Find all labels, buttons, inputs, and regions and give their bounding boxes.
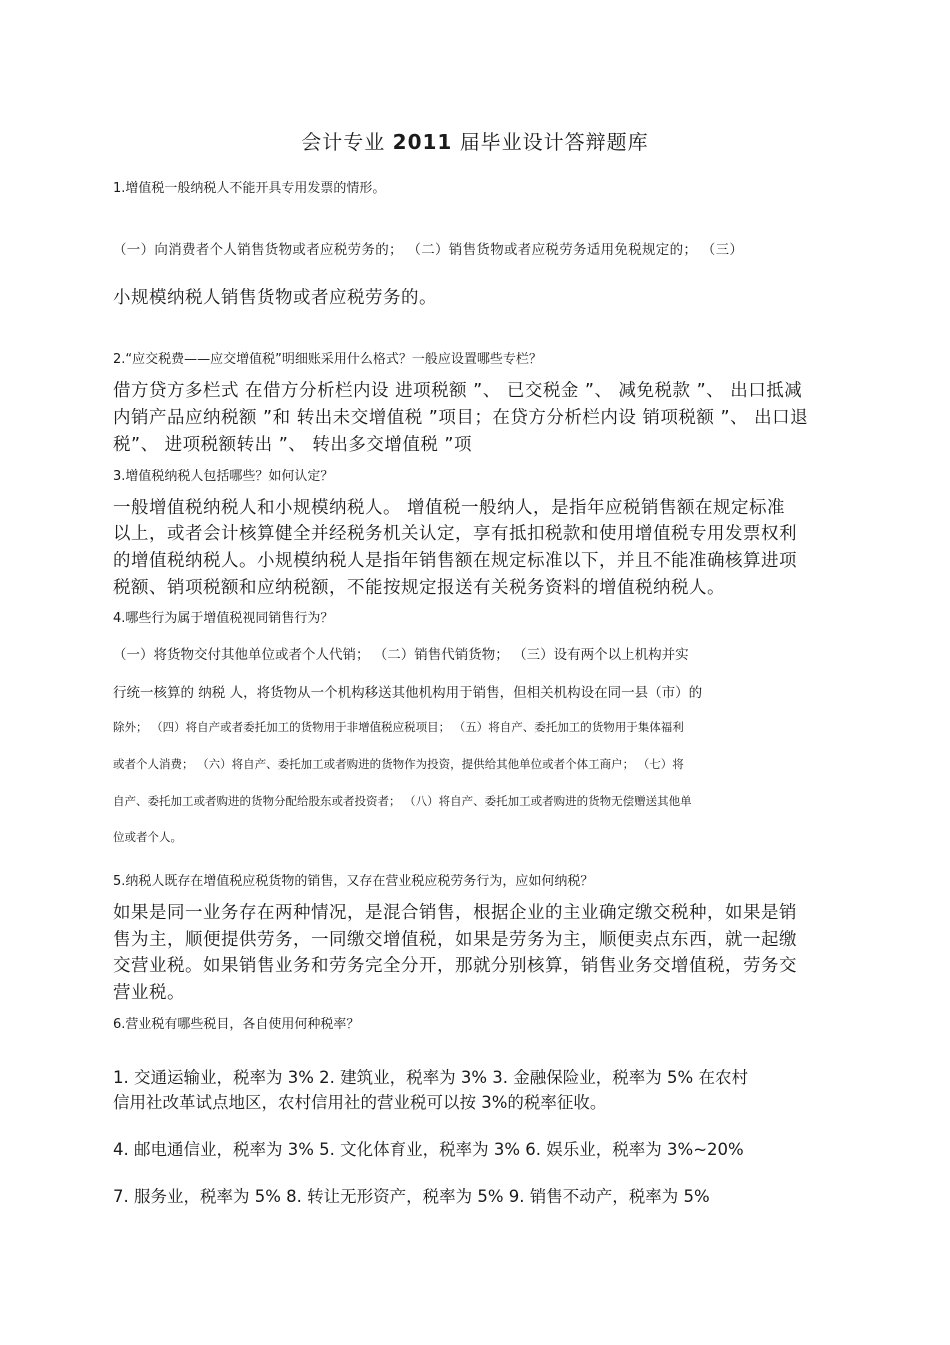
answer-3-line-4: 税额、销项税额和应纳税额，不能按规定报送有关税务资料的增值税纳税人。 <box>113 578 725 598</box>
answer-4-line-2: 行统一核算的 纳税 人，将货物从一个机构移送其他机构用于销售，但相关机构设在同一县（市）的 <box>113 685 703 701</box>
answer-3-line-2: 以上，或者会计核算健全并经税务机关认定，享有抵扣税款和使用增值税专用发票权利 <box>113 524 797 544</box>
answer-4-line-3: 除外； （四）将自产或者委托加工的货物用于非增值税应税项目； （五）将自产、委托加工的货物用于集体福利 <box>113 720 684 734</box>
answer-2-line-1: 借方贷方多栏式 在借方分析栏内设 进项税额 ”、 已交税金 ”、 减免税款 ”、 出口抵减 <box>113 381 803 401</box>
answer-4-line-5: 自产、委托加工或者购进的货物分配给股东或者投资者； （八）将自产、委托加工或者购进的货物无偿赠送其他单 <box>113 794 692 808</box>
title-year: 2011 <box>392 130 453 154</box>
answer-6-line-1: 1. 交通运输业，税率为 3% 2. 建筑业，税率为 3% 3. 金融保险业，税率为 5% 在农村 <box>113 1068 748 1087</box>
question-5: 5.纳税人既存在增值税应税货物的销售，又存在营业税应税劳务行为，应如何纳税？ <box>113 874 594 889</box>
answer-4-line-6: 位或者个人。 <box>113 830 182 844</box>
answer-3-line-1: 一般增值税纳税人和小规模纳税人。 增值税一般纳人，是指年应税销售额在规定标准 <box>113 498 786 518</box>
answer-5-line-3: 交营业税。如果销售业务和劳务完全分开，那就分别核算，销售业务交增值税，劳务交 <box>113 956 797 976</box>
answer-4-line-1: （一）将货物交付其他单位或者个人代销； （二）销售代销货物； （三）设有两个以上机构并实 <box>113 647 689 663</box>
title-prefix: 会计专业 <box>301 130 386 154</box>
answer-1-line-2: 小规模纳税人销售货物或者应税劳务的。 <box>113 288 437 308</box>
answer-5-line-1: 如果是同一业务存在两种情况，是混合销售，根据企业的主业确定缴交税种，如果是销 <box>113 903 797 923</box>
answer-2-line-3: 税”、 进项税额转出 ”、 转出多交增值税 ”项 <box>113 435 472 455</box>
answer-5-line-2: 售为主，顺便提供劳务，一同缴交增值税，如果是劳务为主，顺便卖点东西，就一起缴 <box>113 930 797 950</box>
page-title <box>0 126 950 155</box>
question-4: 4.哪些行为属于增值税视同销售行为？ <box>113 611 334 626</box>
answer-6-line-4: 7. 服务业，税率为 5% 8. 转让无形资产，税率为 5% 9. 销售不动产，税率为 5% <box>113 1187 710 1206</box>
question-2: 2.“应交税费——应交增值税”明细账采用什么格式？一般应设置哪些专栏？ <box>113 352 542 367</box>
question-3: 3.增值税纳税人包括哪些？如何认定？ <box>113 469 334 484</box>
answer-6-line-2: 信用社改革试点地区，农村信用社的营业税可以按 3%的税率征收。 <box>113 1093 607 1112</box>
answer-4-line-4: 或者个人消费； （六）将自产、委托加工或者购进的货物作为投资，提供给其他单位或者个体工商户； （七）将 <box>113 757 684 771</box>
answer-5-line-4: 营业税。 <box>113 983 185 1003</box>
question-1: 1.增值税一般纳税人不能开具专用发票的情形。 <box>113 181 386 196</box>
title-suffix: 届毕业设计答辩题库 <box>459 130 649 154</box>
answer-1-line-1: （一）向消费者个人销售货物或者应税劳务的； （二）销售货物或者应税劳务适用免税规定的； （三） <box>113 242 744 258</box>
answer-6-line-3: 4. 邮电通信业，税率为 3% 5. 文化体育业，税率为 3% 6. 娱乐业，税率为 3%~20% <box>113 1140 744 1159</box>
answer-2-line-2: 内销产品应纳税额 ”和 转出未交增值税 ”项目；在贷方分析栏内设 销项税额 ”、 出口退 <box>113 408 809 428</box>
question-6: 6.营业税有哪些税目，各自使用何种税率？ <box>113 1017 360 1032</box>
answer-3-line-3: 的增值税纳税人。小规模纳税人是指年销售额在规定标准以下，并且不能准确核算进项 <box>113 551 797 571</box>
